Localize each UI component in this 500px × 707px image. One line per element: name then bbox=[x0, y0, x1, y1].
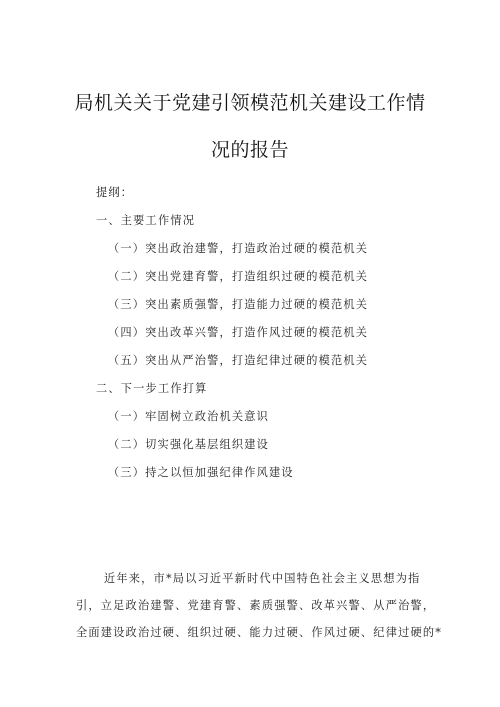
section-2-heading: 二、下一步工作打算 bbox=[96, 382, 208, 395]
body-paragraph-line-1: 近年来，市*局以习近平新时代中国特色社会主义思想为指 bbox=[104, 572, 421, 585]
section-2-item-2: （二）切实强化基层组织建设 bbox=[108, 438, 270, 451]
body-paragraph-line-3: 全面建设政治过硬、组织过硬、能力过硬、作风过硬、纪律过硬的* bbox=[76, 626, 443, 639]
section-1-item-4: （四）突出改革兴警，打造作风过硬的模范机关 bbox=[108, 326, 369, 339]
document-title-line-1: 局机关关于党建引领模范机关建设工作情 bbox=[74, 92, 426, 114]
outline-label: 提纲： bbox=[96, 186, 134, 199]
section-2-item-3: （三）持之以恒加强纪律作风建设 bbox=[108, 466, 294, 479]
section-1-heading: 一、主要工作情况 bbox=[96, 214, 196, 227]
section-1-item-1: （一）突出政治建警，打造政治过硬的模范机关 bbox=[108, 242, 369, 255]
section-2-item-1: （一）牢固树立政治机关意识 bbox=[108, 410, 270, 423]
section-1-item-5: （五）突出从严治警，打造纪律过硬的模范机关 bbox=[108, 354, 369, 367]
document-title-line-2: 况的报告 bbox=[210, 139, 289, 161]
section-1-item-3: （三）突出素质强警，打造能力过硬的模范机关 bbox=[108, 298, 369, 311]
body-paragraph-line-2: 引，立足政治建警、党建育警、素质强警、改革兴警、从严治警， bbox=[76, 599, 436, 612]
section-1-item-2: （二）突出党建育警，打造组织过硬的模范机关 bbox=[108, 270, 369, 283]
